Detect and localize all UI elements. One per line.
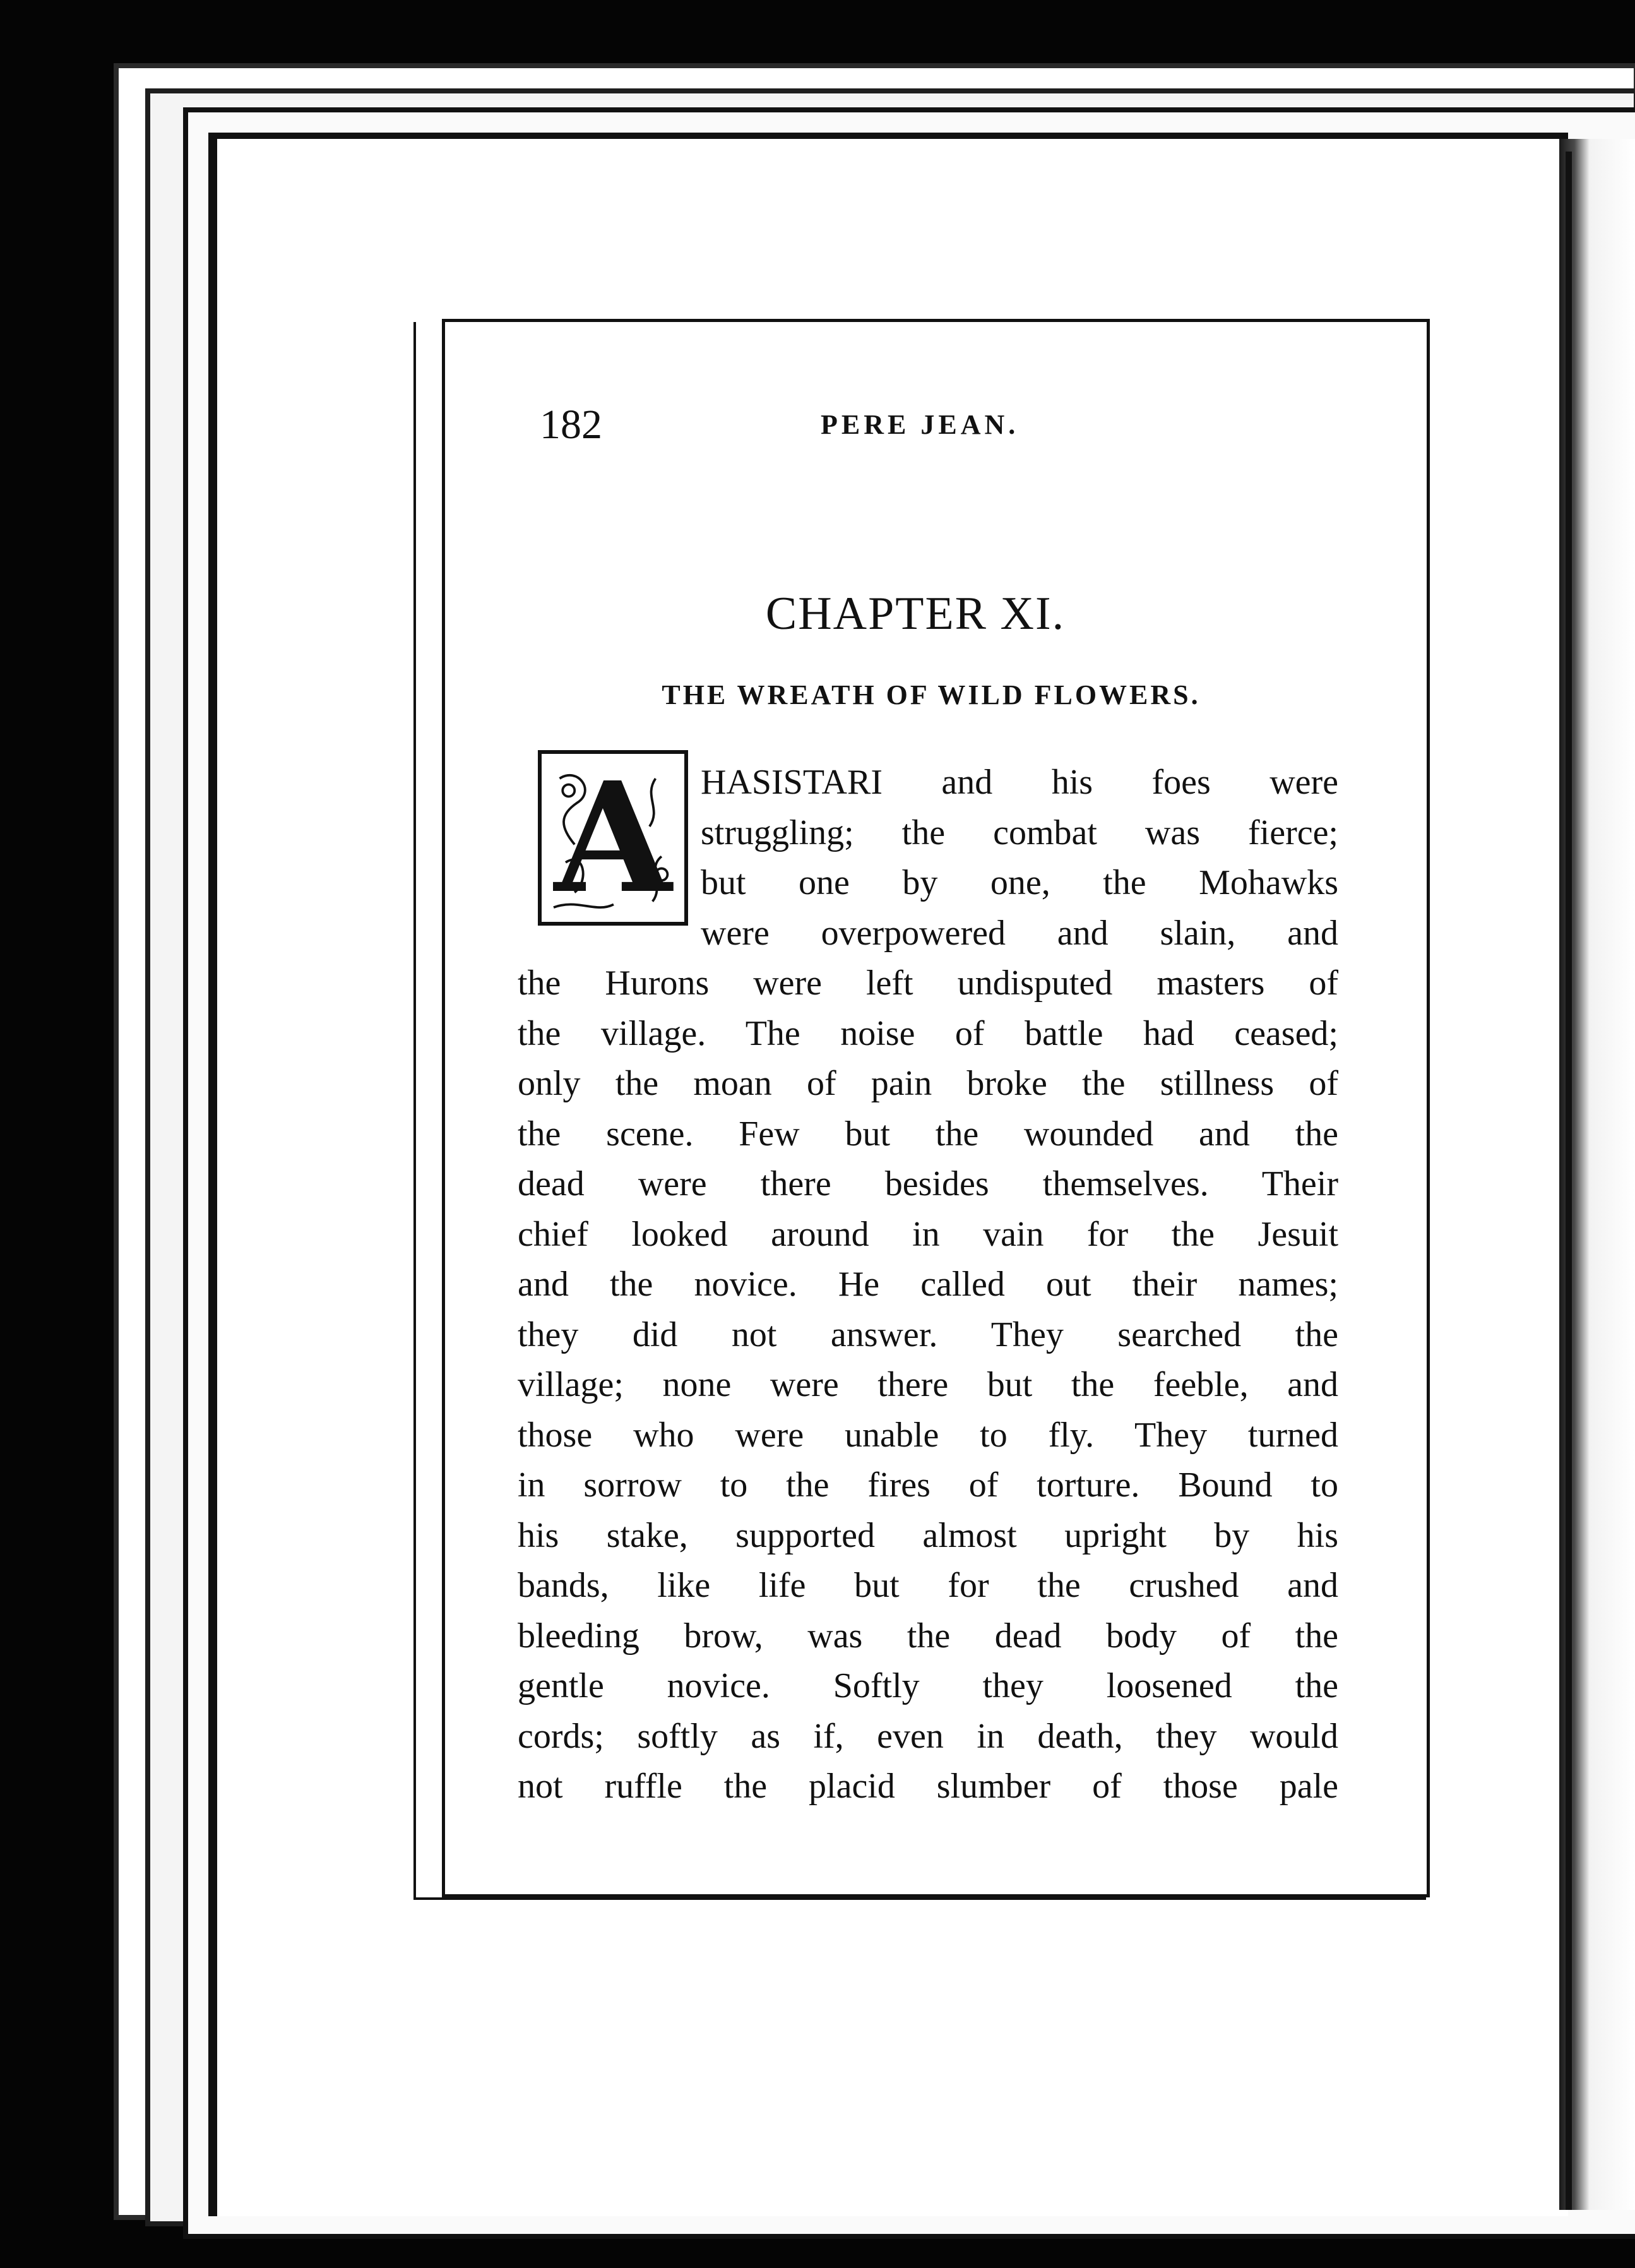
text-line: were overpowered and slain, and <box>701 913 1338 953</box>
body-text <box>518 758 1338 1812</box>
text-line: gentle novice. Softly they loosened the <box>518 1666 1338 1705</box>
text-line: struggling; the combat was fierce; <box>701 813 1338 852</box>
text-line: dead were there besides themselves. Their <box>518 1164 1338 1203</box>
text-line: chief looked around in vain for the Jesuit <box>518 1214 1338 1254</box>
page-header <box>540 401 1348 458</box>
dropcap-letter: A <box>554 749 672 927</box>
text-line: cords; softly as if, even in death, they would <box>518 1716 1338 1756</box>
text-line: his stake, supported almost upright by his <box>518 1515 1338 1555</box>
gutter-line <box>1566 152 1572 2210</box>
text-line: but one by one, the Mohawks <box>701 863 1338 902</box>
text-line: the Hurons were left undisputed masters of <box>518 964 1338 1003</box>
text-line: only the moan of pain broke the stillness of <box>518 1064 1338 1103</box>
running-title: PERE JEAN. <box>821 409 1020 440</box>
chapter-title: CHAPTER XI. <box>765 588 1066 640</box>
text-line: HASISTARI and his foes were <box>701 763 1338 802</box>
text-line: village; none were there but the feeble, and <box>518 1365 1338 1404</box>
text-line: bleeding brow, was the dead body of the <box>518 1616 1338 1656</box>
chapter-subtitle: THE WREATH OF WILD FLOWERS. <box>662 679 1201 710</box>
text-line: those who were unable to fly. They turned <box>518 1415 1338 1455</box>
text-line: and the novice. He called out their names; <box>518 1265 1338 1304</box>
text-line: the scene. Few but the wounded and the <box>518 1114 1338 1154</box>
text-line: in sorrow to the fires of torture. Bound to <box>518 1465 1338 1505</box>
text-line: they did not answer. They searched the <box>518 1315 1338 1354</box>
text-line: not ruffle the placid slumber of those pale <box>518 1767 1338 1806</box>
text-line: the village. The noise of battle had ceased; <box>518 1013 1338 1053</box>
page-number: 182 <box>540 402 602 448</box>
text-line: bands, like life but for the crushed and <box>518 1566 1338 1605</box>
